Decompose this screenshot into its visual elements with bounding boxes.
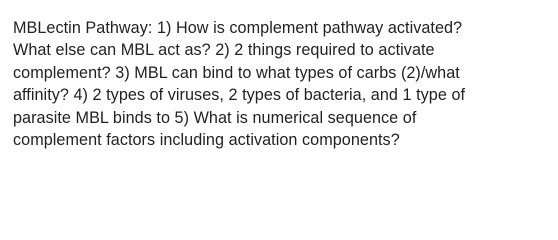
question-line-3: complement? 3) MBL can bind to what types of carbs (2)/what [13, 63, 460, 82]
question-line-5: parasite MBL binds to 5) What is numerical sequence of [13, 108, 417, 127]
question-line-4: affinity? 4) 2 types of viruses, 2 types of bacteria, and 1 type of [13, 86, 466, 105]
question-text [13, 17, 546, 151]
question-line-1: MBLectin Pathway: 1) How is complement pathway activated? [13, 19, 463, 37]
question-line-6: complement factors including activation components? [13, 131, 400, 150]
question-line-2: What else can MBL act as? 2) 2 things required to activate [13, 41, 435, 60]
